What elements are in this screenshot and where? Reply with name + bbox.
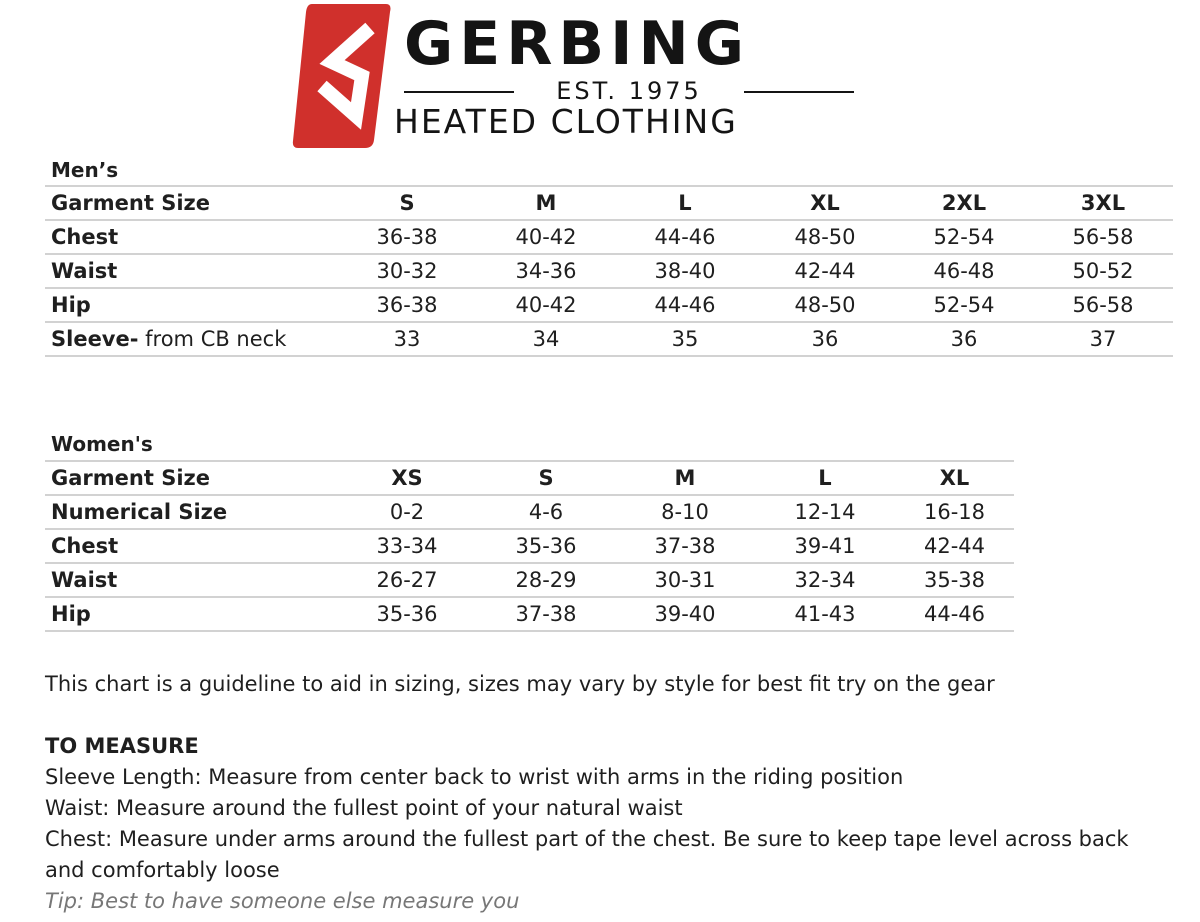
- measurement-cell: 33: [337, 322, 477, 356]
- measurement-cell: 4-6: [477, 495, 615, 529]
- established-text: EST. 1975: [556, 77, 702, 105]
- measurement-cell: 35-38: [895, 563, 1014, 597]
- measurement-cell: 37-38: [615, 529, 755, 563]
- size-header-cell: M: [477, 186, 615, 220]
- measurement-cell: 39-41: [755, 529, 895, 563]
- measurement-cell: 38-40: [615, 254, 755, 288]
- table-row: [45, 254, 1173, 288]
- size-header-cell: S: [337, 186, 477, 220]
- measurement-cell: 12-14: [755, 495, 895, 529]
- row-label: [45, 529, 337, 563]
- mens-size-table: [45, 185, 1173, 357]
- row-label-text: Hip: [51, 293, 91, 317]
- measurement-cell: 44-46: [895, 597, 1014, 631]
- size-header-cell: M: [615, 461, 755, 495]
- measurement-cell: 33-34: [337, 529, 477, 563]
- measurement-cell: 41-43: [755, 597, 895, 631]
- row-label-text: Chest: [51, 225, 119, 249]
- row-label-text: Chest: [51, 534, 119, 558]
- row-label-text: Hip: [51, 602, 91, 626]
- measurement-cell: 39-40: [615, 597, 755, 631]
- measurement-cell: 48-50: [755, 288, 895, 322]
- table-row: [45, 529, 1014, 563]
- gerbing-g-mark-icon: [292, 4, 392, 148]
- measurement-cell: 36-38: [337, 220, 477, 254]
- row-label-text: Garment Size: [51, 191, 210, 215]
- row-label-text: Sleeve-: [51, 327, 139, 351]
- brand-subtitle: HEATED CLOTHING: [394, 102, 738, 141]
- row-label: [45, 288, 337, 322]
- row-label: [45, 597, 337, 631]
- waist-instruction: Waist: Measure around the fullest point of your natural waist: [45, 796, 683, 820]
- measurement-cell: 34: [477, 322, 615, 356]
- row-label: [45, 254, 337, 288]
- divider: [404, 91, 514, 93]
- size-header-cell: XL: [755, 186, 895, 220]
- chest-instruction-line-2: and comfortably loose: [45, 858, 280, 882]
- table-row: [45, 495, 1014, 529]
- measurement-cell: 28-29: [477, 563, 615, 597]
- row-label: [45, 186, 337, 220]
- measurement-cell: 30-32: [337, 254, 477, 288]
- measurement-cell: 0-2: [337, 495, 477, 529]
- measurement-cell: 34-36: [477, 254, 615, 288]
- to-measure-heading: TO MEASURE: [45, 734, 199, 758]
- measurement-cell: 42-44: [895, 529, 1014, 563]
- measurement-cell: 37-38: [477, 597, 615, 631]
- table-row: [45, 220, 1173, 254]
- measurement-cell: 56-58: [1033, 220, 1173, 254]
- measurement-cell: 40-42: [477, 288, 615, 322]
- size-header-cell: S: [477, 461, 615, 495]
- measurement-cell: 52-54: [895, 288, 1033, 322]
- size-header-cell: L: [615, 186, 755, 220]
- row-label-text: Numerical Size: [51, 500, 228, 524]
- measurement-cell: 40-42: [477, 220, 615, 254]
- gerbing-logo: [292, 4, 872, 150]
- row-label-text: Garment Size: [51, 466, 210, 490]
- sizing-disclaimer: This chart is a guideline to aid in sizing, sizes may vary by style for best fit try on the gear: [45, 672, 995, 696]
- measurement-cell: 48-50: [755, 220, 895, 254]
- measuring-tip: Tip: Best to have someone else measure you: [45, 889, 520, 913]
- measurement-cell: 42-44: [755, 254, 895, 288]
- measurement-cell: 30-31: [615, 563, 755, 597]
- measurement-cell: 52-54: [895, 220, 1033, 254]
- measurement-cell: 37: [1033, 322, 1173, 356]
- size-header-cell: XL: [895, 461, 1014, 495]
- measurement-cell: 35: [615, 322, 755, 356]
- table-row: [45, 597, 1014, 631]
- measurement-cell: 8-10: [615, 495, 755, 529]
- row-label-detail: from CB neck: [138, 327, 287, 351]
- table-row: [45, 461, 1014, 495]
- row-label-text: Waist: [51, 568, 118, 592]
- size-header-cell: 3XL: [1033, 186, 1173, 220]
- measurement-cell: 32-34: [755, 563, 895, 597]
- mens-section-title: Men’s: [51, 158, 119, 182]
- measurement-cell: 35-36: [477, 529, 615, 563]
- measurement-cell: 36: [895, 322, 1033, 356]
- measurement-cell: 56-58: [1033, 288, 1173, 322]
- measurement-cell: 44-46: [615, 288, 755, 322]
- measurement-cell: 16-18: [895, 495, 1014, 529]
- size-header-cell: 2XL: [895, 186, 1033, 220]
- row-label: [45, 495, 337, 529]
- row-label: [45, 322, 337, 356]
- womens-section-title: Women's: [51, 432, 153, 456]
- brand-name: GERBING: [404, 9, 750, 79]
- table-row: [45, 288, 1173, 322]
- row-label-text: Waist: [51, 259, 118, 283]
- size-header-cell: XS: [337, 461, 477, 495]
- measurement-cell: 35-36: [337, 597, 477, 631]
- row-label: [45, 563, 337, 597]
- sleeve-instruction: Sleeve Length: Measure from center back to wrist with arms in the riding position: [45, 765, 904, 789]
- row-label: [45, 220, 337, 254]
- table-row: [45, 186, 1173, 220]
- measurement-cell: 26-27: [337, 563, 477, 597]
- row-label: [45, 461, 337, 495]
- size-header-cell: L: [755, 461, 895, 495]
- table-row: [45, 322, 1173, 356]
- divider: [744, 91, 854, 93]
- table-row: [45, 563, 1014, 597]
- measurement-cell: 46-48: [895, 254, 1033, 288]
- measurement-cell: 44-46: [615, 220, 755, 254]
- measurement-cell: 36: [755, 322, 895, 356]
- measurement-cell: 50-52: [1033, 254, 1173, 288]
- womens-size-table: [45, 460, 1014, 632]
- measurement-cell: 36-38: [337, 288, 477, 322]
- chest-instruction-line-1: Chest: Measure under arms around the fullest part of the chest. Be sure to keep tape level across back: [45, 827, 1129, 851]
